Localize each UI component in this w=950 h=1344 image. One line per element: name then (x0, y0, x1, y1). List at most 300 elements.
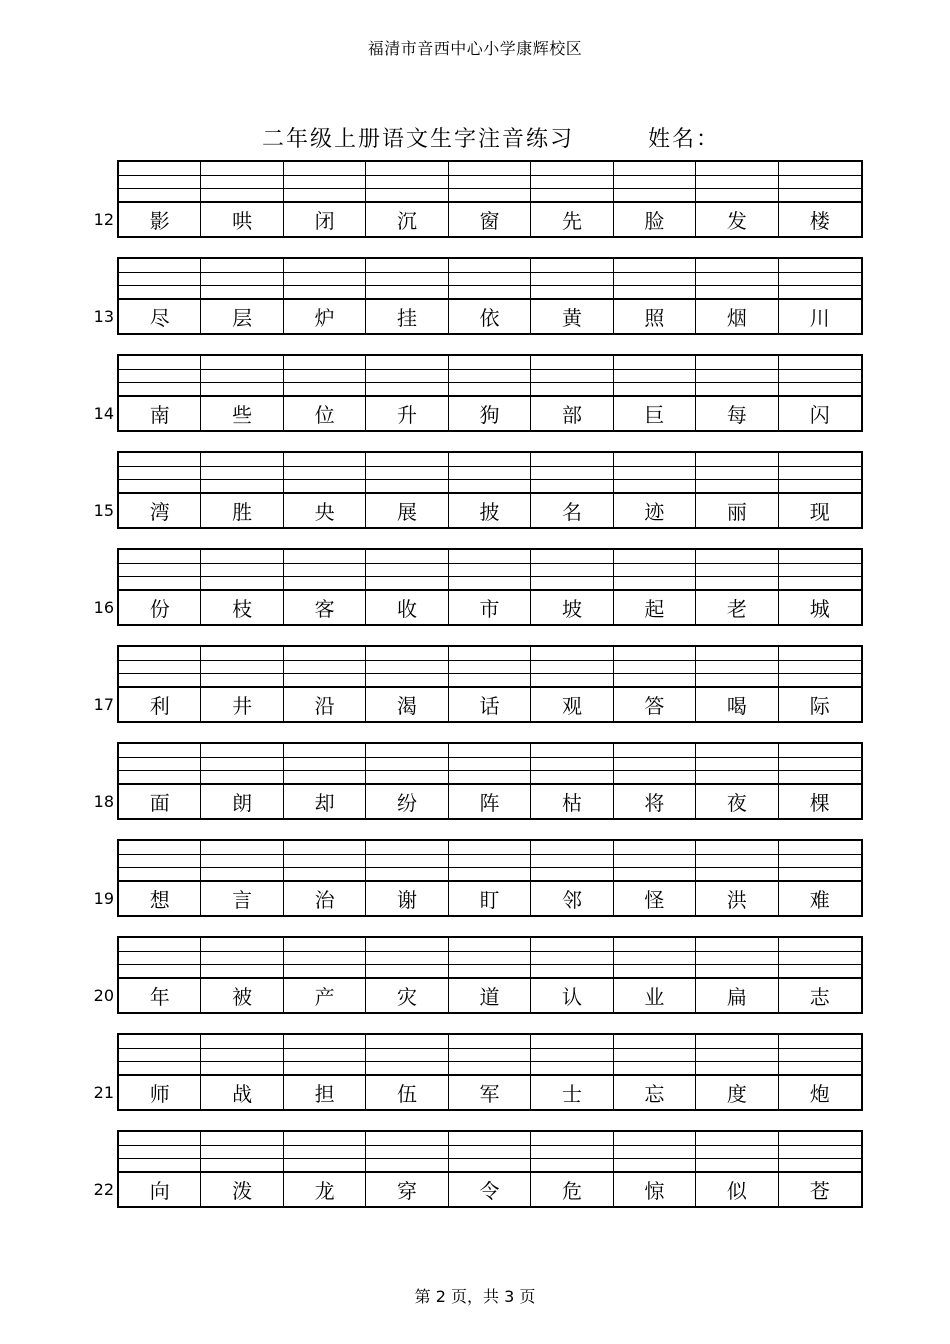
pinyin-writing-area[interactable] (201, 647, 282, 688)
character-cell (779, 453, 861, 527)
character-cell (449, 1132, 531, 1206)
pinyin-writing-area[interactable] (449, 841, 530, 882)
pinyin-writing-area[interactable] (531, 356, 612, 397)
pinyin-guide-line (366, 951, 447, 952)
pinyin-guide-line (284, 1048, 365, 1049)
pinyin-writing-area[interactable] (201, 744, 282, 785)
pinyin-guide-line (614, 1145, 695, 1146)
pinyin-writing-area[interactable] (284, 1035, 365, 1076)
chinese-character: 老 (726, 597, 747, 621)
pinyin-writing-area[interactable] (531, 1035, 612, 1076)
pinyin-writing-area[interactable] (531, 647, 612, 688)
pinyin-writing-area[interactable] (449, 647, 530, 688)
chinese-character: 言 (232, 888, 253, 912)
pinyin-guide-line (284, 175, 365, 176)
character-cell (696, 938, 778, 1012)
pinyin-guide-line (201, 660, 282, 661)
chinese-character: 师 (149, 1082, 170, 1106)
pinyin-writing-area[interactable] (366, 259, 447, 300)
chinese-character: 棵 (809, 791, 830, 815)
chinese-character: 向 (149, 1179, 170, 1203)
chinese-character: 却 (314, 791, 335, 815)
chinese-character: 每 (726, 403, 747, 427)
pinyin-writing-area[interactable] (201, 356, 282, 397)
character-cell (201, 647, 283, 721)
pinyin-guide-line (201, 770, 282, 771)
character-grid (117, 451, 863, 529)
pinyin-writing-area[interactable] (531, 550, 612, 591)
chinese-character: 披 (479, 500, 500, 524)
pinyin-writing-area[interactable] (284, 744, 365, 785)
pinyin-writing-area[interactable] (201, 938, 282, 979)
chinese-character: 南 (149, 403, 170, 427)
pinyin-guide-line (284, 770, 365, 771)
character-cell (366, 550, 448, 624)
character-cell (614, 841, 696, 915)
chinese-character: 阵 (479, 791, 500, 815)
pinyin-guide-line (531, 188, 612, 189)
pinyin-guide-line (119, 854, 200, 855)
pinyin-guide-line (531, 1158, 612, 1159)
pinyin-guide-line (531, 382, 612, 383)
pinyin-guide-line (696, 466, 777, 467)
pinyin-guide-line (531, 964, 612, 965)
character-cell (284, 550, 366, 624)
row-number: 16 (93, 598, 114, 617)
chinese-character: 危 (561, 1179, 582, 1203)
pinyin-writing-area[interactable] (531, 162, 612, 203)
chinese-character: 朗 (232, 791, 253, 815)
pinyin-writing-area[interactable] (779, 744, 861, 785)
pinyin-guide-line (119, 188, 200, 189)
pinyin-guide-line (696, 479, 777, 480)
pinyin-guide-line (449, 285, 530, 286)
pinyin-guide-line (366, 576, 447, 577)
pinyin-guide-line (696, 285, 777, 286)
pinyin-guide-line (201, 951, 282, 952)
chinese-character: 影 (149, 209, 170, 233)
pinyin-writing-area[interactable] (284, 1132, 365, 1173)
pinyin-guide-line (366, 867, 447, 868)
pinyin-guide-line (531, 673, 612, 674)
character-cell (284, 744, 366, 818)
chinese-character: 答 (644, 694, 665, 718)
pinyin-writing-area[interactable] (366, 550, 447, 591)
pinyin-guide-line (201, 466, 282, 467)
character-grid (117, 160, 863, 238)
pinyin-writing-area[interactable] (614, 356, 695, 397)
pinyin-guide-line (119, 757, 200, 758)
pinyin-writing-area[interactable] (119, 259, 200, 300)
character-cell (119, 744, 201, 818)
pinyin-writing-area[interactable] (696, 1132, 777, 1173)
pinyin-guide-line (366, 1158, 447, 1159)
pinyin-writing-area[interactable] (119, 744, 200, 785)
pinyin-writing-area[interactable] (531, 453, 612, 494)
pinyin-writing-area[interactable] (779, 550, 861, 591)
character-cell (201, 550, 283, 624)
character-cell (366, 1132, 448, 1206)
pinyin-guide-line (201, 964, 282, 965)
pinyin-writing-area[interactable] (614, 550, 695, 591)
pinyin-guide-line (119, 175, 200, 176)
pinyin-writing-area[interactable] (366, 938, 447, 979)
chinese-character: 发 (726, 209, 747, 233)
pinyin-guide-line (201, 1061, 282, 1062)
pinyin-writing-area[interactable] (779, 1035, 861, 1076)
chinese-character: 将 (644, 791, 665, 815)
practice-row (0, 936, 950, 1014)
pinyin-writing-area[interactable] (531, 1132, 612, 1173)
pinyin-writing-area[interactable] (449, 550, 530, 591)
pinyin-guide-line (119, 951, 200, 952)
character-cell (779, 1035, 861, 1109)
chinese-character: 依 (479, 306, 500, 330)
pinyin-writing-area[interactable] (696, 1035, 777, 1076)
pinyin-guide-line (696, 188, 777, 189)
pinyin-guide-line (119, 770, 200, 771)
row-number: 22 (93, 1180, 114, 1199)
pinyin-writing-area[interactable] (779, 356, 861, 397)
character-cell (366, 744, 448, 818)
pinyin-guide-line (614, 382, 695, 383)
pinyin-writing-area[interactable] (614, 1035, 695, 1076)
character-cell (449, 647, 531, 721)
pinyin-writing-area[interactable] (284, 647, 365, 688)
character-cell (284, 259, 366, 333)
pinyin-writing-area[interactable] (696, 938, 777, 979)
pinyin-guide-line (779, 563, 861, 564)
character-cell (696, 744, 778, 818)
pinyin-writing-area[interactable] (449, 1132, 530, 1173)
pinyin-guide-line (531, 576, 612, 577)
pinyin-writing-area[interactable] (366, 1132, 447, 1173)
row-number: 12 (93, 210, 114, 229)
pinyin-guide-line (614, 854, 695, 855)
pinyin-guide-line (366, 1061, 447, 1062)
character-cell (366, 841, 448, 915)
character-cell (201, 453, 283, 527)
pinyin-guide-line (119, 1145, 200, 1146)
pinyin-guide-line (696, 757, 777, 758)
pinyin-writing-area[interactable] (614, 162, 695, 203)
pinyin-writing-area[interactable] (366, 841, 447, 882)
pinyin-guide-line (696, 951, 777, 952)
pinyin-writing-area[interactable] (614, 453, 695, 494)
pinyin-writing-area[interactable] (119, 841, 200, 882)
pinyin-guide-line (284, 272, 365, 273)
character-cell (284, 453, 366, 527)
chinese-character: 治 (314, 888, 335, 912)
pinyin-guide-line (119, 964, 200, 965)
chinese-character: 展 (397, 500, 418, 524)
pinyin-writing-area[interactable] (284, 453, 365, 494)
pinyin-writing-area[interactable] (696, 453, 777, 494)
pinyin-guide-line (284, 188, 365, 189)
pinyin-writing-area[interactable] (614, 841, 695, 882)
pinyin-guide-line (366, 964, 447, 965)
pinyin-writing-area[interactable] (119, 647, 200, 688)
chinese-character: 城 (809, 597, 830, 621)
pinyin-writing-area[interactable] (449, 259, 530, 300)
pinyin-guide-line (366, 466, 447, 467)
pinyin-guide-line (696, 563, 777, 564)
character-cell (531, 162, 613, 236)
character-cell (696, 259, 778, 333)
character-cell (779, 550, 861, 624)
pinyin-writing-area[interactable] (696, 744, 777, 785)
pinyin-writing-area[interactable] (696, 647, 777, 688)
pinyin-guide-line (366, 382, 447, 383)
pinyin-guide-line (614, 369, 695, 370)
pinyin-writing-area[interactable] (779, 647, 861, 688)
pinyin-writing-area[interactable] (614, 259, 695, 300)
character-cell (449, 744, 531, 818)
chinese-character: 炮 (809, 1082, 830, 1106)
pinyin-writing-area[interactable] (201, 550, 282, 591)
character-cell (119, 647, 201, 721)
pinyin-guide-line (284, 1145, 365, 1146)
pinyin-writing-area[interactable] (284, 550, 365, 591)
pinyin-guide-line (201, 382, 282, 383)
pinyin-writing-area[interactable] (449, 356, 530, 397)
pinyin-writing-area[interactable] (696, 550, 777, 591)
practice-row (0, 1130, 950, 1208)
chinese-character: 伍 (397, 1082, 418, 1106)
pinyin-guide-line (366, 188, 447, 189)
pinyin-guide-line (284, 964, 365, 965)
pinyin-writing-area[interactable] (201, 1132, 282, 1173)
pinyin-writing-area[interactable] (201, 259, 282, 300)
pinyin-guide-line (779, 1061, 861, 1062)
pinyin-guide-line (119, 382, 200, 383)
character-cell (119, 841, 201, 915)
pinyin-guide-line (449, 576, 530, 577)
pinyin-guide-line (531, 867, 612, 868)
pinyin-guide-line (119, 479, 200, 480)
pinyin-guide-line (614, 576, 695, 577)
pinyin-writing-area[interactable] (449, 1035, 530, 1076)
pinyin-writing-area[interactable] (201, 1035, 282, 1076)
pinyin-guide-line (696, 1061, 777, 1062)
pinyin-writing-area[interactable] (119, 1132, 200, 1173)
pinyin-writing-area[interactable] (531, 744, 612, 785)
character-cell (779, 938, 861, 1012)
chinese-character: 志 (809, 985, 830, 1009)
pinyin-guide-line (614, 188, 695, 189)
row-number: 20 (93, 986, 114, 1005)
pinyin-guide-line (449, 369, 530, 370)
chinese-character: 层 (232, 306, 253, 330)
pinyin-writing-area[interactable] (531, 938, 612, 979)
practice-row (0, 354, 950, 432)
pinyin-writing-area[interactable] (531, 841, 612, 882)
pinyin-writing-area[interactable] (696, 162, 777, 203)
character-cell (696, 453, 778, 527)
pinyin-writing-area[interactable] (696, 356, 777, 397)
character-grid (117, 1033, 863, 1111)
pinyin-guide-line (696, 660, 777, 661)
pinyin-guide-line (449, 1158, 530, 1159)
pinyin-writing-area[interactable] (284, 841, 365, 882)
pinyin-guide-line (366, 1048, 447, 1049)
chinese-character: 忘 (644, 1082, 665, 1106)
chinese-character: 难 (809, 888, 830, 912)
pinyin-guide-line (531, 175, 612, 176)
pinyin-writing-area[interactable] (449, 453, 530, 494)
character-cell (614, 162, 696, 236)
pinyin-writing-area[interactable] (614, 744, 695, 785)
pinyin-writing-area[interactable] (779, 938, 861, 979)
character-cell (779, 744, 861, 818)
pinyin-writing-area[interactable] (284, 356, 365, 397)
pinyin-guide-line (119, 1048, 200, 1049)
pinyin-guide-line (119, 466, 200, 467)
pinyin-writing-area[interactable] (696, 841, 777, 882)
pinyin-guide-line (531, 563, 612, 564)
character-cell (614, 1132, 696, 1206)
pinyin-guide-line (531, 1048, 612, 1049)
pinyin-writing-area[interactable] (449, 744, 530, 785)
pinyin-writing-area[interactable] (696, 259, 777, 300)
pinyin-guide-line (696, 673, 777, 674)
pinyin-writing-area[interactable] (119, 356, 200, 397)
pinyin-writing-area[interactable] (201, 841, 282, 882)
pinyin-writing-area[interactable] (119, 938, 200, 979)
pinyin-writing-area[interactable] (366, 453, 447, 494)
character-cell (201, 1035, 283, 1109)
chinese-character: 话 (479, 694, 500, 718)
chinese-character: 窗 (479, 209, 500, 233)
pinyin-writing-area[interactable] (449, 162, 530, 203)
pinyin-writing-area[interactable] (614, 938, 695, 979)
pinyin-guide-line (531, 479, 612, 480)
chinese-character: 烟 (726, 306, 747, 330)
character-cell (284, 162, 366, 236)
character-cell (531, 744, 613, 818)
pinyin-guide-line (284, 673, 365, 674)
chinese-character: 枯 (561, 791, 582, 815)
pinyin-writing-area[interactable] (449, 938, 530, 979)
chinese-character: 穿 (397, 1179, 418, 1203)
character-cell (449, 356, 531, 430)
chinese-character: 年 (149, 985, 170, 1009)
pinyin-guide-line (696, 1145, 777, 1146)
chinese-character: 军 (479, 1082, 500, 1106)
pinyin-writing-area[interactable] (119, 1035, 200, 1076)
pinyin-guide-line (119, 272, 200, 273)
chinese-character: 想 (149, 888, 170, 912)
pinyin-writing-area[interactable] (779, 259, 861, 300)
pinyin-guide-line (614, 175, 695, 176)
chinese-character: 认 (561, 985, 582, 1009)
pinyin-writing-area[interactable] (119, 550, 200, 591)
chinese-character: 楼 (809, 209, 830, 233)
pinyin-writing-area[interactable] (284, 162, 365, 203)
pinyin-writing-area[interactable] (201, 453, 282, 494)
chinese-character: 令 (479, 1179, 500, 1203)
practice-row (0, 839, 950, 917)
row-number: 19 (93, 889, 114, 908)
pinyin-writing-area[interactable] (284, 938, 365, 979)
pinyin-guide-line (201, 272, 282, 273)
pinyin-guide-line (696, 576, 777, 577)
pinyin-guide-line (614, 285, 695, 286)
pinyin-guide-line (531, 757, 612, 758)
pinyin-guide-line (449, 188, 530, 189)
pinyin-guide-line (201, 369, 282, 370)
pinyin-writing-area[interactable] (119, 162, 200, 203)
pinyin-writing-area[interactable] (779, 453, 861, 494)
practice-row (0, 1033, 950, 1111)
character-cell (449, 841, 531, 915)
character-cell (201, 259, 283, 333)
pinyin-guide-line (201, 1145, 282, 1146)
pinyin-guide-line (449, 466, 530, 467)
character-cell (449, 453, 531, 527)
pinyin-guide-line (531, 660, 612, 661)
pinyin-writing-area[interactable] (284, 259, 365, 300)
chinese-character: 照 (644, 306, 665, 330)
pinyin-writing-area[interactable] (779, 1132, 861, 1173)
pinyin-guide-line (614, 951, 695, 952)
pinyin-writing-area[interactable] (366, 744, 447, 785)
pinyin-guide-line (614, 867, 695, 868)
pinyin-guide-line (779, 1048, 861, 1049)
pinyin-writing-area[interactable] (366, 356, 447, 397)
chinese-character: 惊 (644, 1179, 665, 1203)
character-cell (696, 550, 778, 624)
chinese-character: 川 (809, 306, 830, 330)
pinyin-writing-area[interactable] (366, 647, 447, 688)
practice-row (0, 257, 950, 335)
pinyin-writing-area[interactable] (614, 647, 695, 688)
character-cell (284, 647, 366, 721)
pinyin-writing-area[interactable] (779, 841, 861, 882)
character-cell (696, 1035, 778, 1109)
pinyin-writing-area[interactable] (119, 453, 200, 494)
pinyin-guide-line (284, 576, 365, 577)
chinese-character: 灾 (397, 985, 418, 1009)
pinyin-guide-line (696, 854, 777, 855)
chinese-character: 邻 (561, 888, 582, 912)
chinese-character: 面 (149, 791, 170, 815)
pinyin-guide-line (366, 770, 447, 771)
practice-row (0, 645, 950, 723)
pinyin-writing-area[interactable] (366, 162, 447, 203)
pinyin-guide-line (201, 854, 282, 855)
chinese-character: 度 (726, 1082, 747, 1106)
pinyin-writing-area[interactable] (201, 162, 282, 203)
character-grid (117, 936, 863, 1014)
pinyin-writing-area[interactable] (614, 1132, 695, 1173)
character-cell (119, 1035, 201, 1109)
pinyin-guide-line (449, 757, 530, 758)
chinese-character: 坡 (561, 597, 582, 621)
pinyin-guide-line (779, 964, 861, 965)
pinyin-writing-area[interactable] (779, 162, 861, 203)
pinyin-writing-area[interactable] (531, 259, 612, 300)
character-cell (449, 1035, 531, 1109)
pinyin-writing-area[interactable] (366, 1035, 447, 1076)
pinyin-guide-line (531, 854, 612, 855)
pinyin-guide-line (366, 479, 447, 480)
character-cell (119, 162, 201, 236)
pinyin-guide-line (449, 770, 530, 771)
chinese-character: 似 (726, 1179, 747, 1203)
character-cell (531, 938, 613, 1012)
pinyin-guide-line (696, 964, 777, 965)
